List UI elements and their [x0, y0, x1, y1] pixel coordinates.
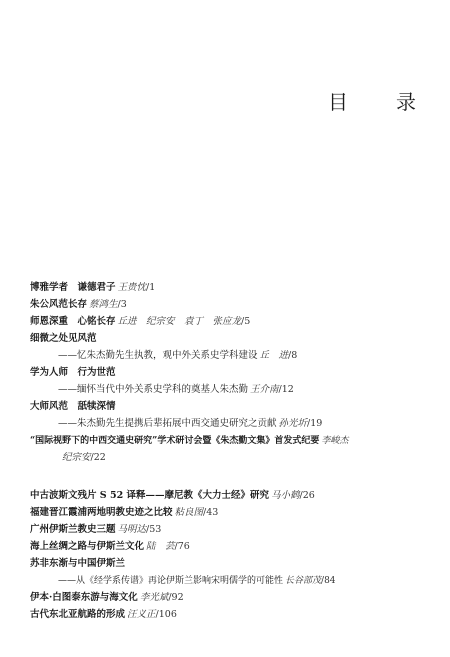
toc-entry-page: /1	[146, 282, 156, 293]
toc-entry[interactable]	[30, 299, 127, 311]
toc-entry-author: 粘良图	[174, 507, 204, 518]
toc-entry-author: 纪宗安	[62, 452, 91, 463]
toc-entry[interactable]	[30, 592, 184, 604]
toc-entry[interactable]	[30, 490, 315, 502]
toc-entry-author: 王贵忱	[117, 282, 147, 293]
toc-entry[interactable]	[30, 282, 155, 294]
toc-entry-author: 陆 芸	[146, 541, 175, 552]
toc-entry[interactable]	[30, 541, 190, 553]
toc-entry-author: 丘进 纪宗安 袁丁 张应龙	[117, 316, 242, 327]
toc-entry-page: /22	[90, 452, 106, 463]
toc-entry-title: 古代东北亚航路的形成	[30, 609, 126, 620]
toc-entry-title: 苏非东渐与中国伊斯兰	[30, 558, 126, 569]
toc-entry-title: 伊本·白图泰东游与海文化	[30, 592, 138, 603]
toc-entry-page: /3	[117, 299, 127, 310]
toc-subentry[interactable]	[58, 350, 297, 362]
toc-entry[interactable]	[30, 316, 250, 328]
toc-entry-author: 汪义正	[127, 609, 156, 620]
toc-entry-author: 孙光圻	[278, 418, 308, 429]
toc-entry-author: 李峻杰	[321, 436, 349, 446]
toc-entry-page: /8	[288, 350, 298, 361]
toc-entry-title: 朱公风范长存	[30, 299, 88, 310]
toc-entry-page: /43	[203, 507, 219, 518]
toc-entry-author: 长谷部茂	[285, 576, 322, 586]
toc-entry-continuation[interactable]	[60, 452, 106, 464]
toc-entry-page: /92	[168, 592, 184, 603]
toc-entry-subtitle: ——缅怀当代中外关系史学科的奠基人朱杰勤	[58, 384, 249, 395]
toc-entry-title: 福建晋江霞浦两地明教史迹之比较	[30, 507, 173, 518]
toc-entry-title: 广州伊斯兰教史三题	[30, 524, 116, 535]
toc-entry-title: 学为人师 行为世范	[30, 367, 116, 378]
toc-entry-subtitle: ——朱杰勤先生提携后辈拓展中西交通史研究之贡献	[58, 418, 277, 429]
page-title: 目 录	[328, 90, 430, 114]
toc-subentry[interactable]	[58, 418, 322, 430]
toc-entry-author: 李光斌	[139, 592, 169, 603]
toc-entry[interactable]	[30, 401, 118, 413]
toc-entry-author: 王介南	[250, 384, 279, 395]
toc-entry-page: /26	[299, 490, 315, 501]
toc-entry-author: 马小鹤	[271, 490, 300, 501]
toc-entry-title: “国际视野下的中西交通史研究”学术研讨会暨《朱杰勤文集》首发式纪要	[30, 436, 320, 446]
toc-entry-subtitle: ——忆朱杰勤先生执教，观中外关系史学科建设	[58, 350, 258, 361]
toc-entry[interactable]	[30, 524, 161, 536]
toc-entry-page: /53	[146, 524, 162, 535]
toc-entry-author: 马明达	[117, 524, 147, 535]
toc-subentry[interactable]	[58, 384, 294, 396]
toc-entry-page: /12	[278, 384, 294, 395]
toc-entry-title: 海上丝绸之路与伊斯兰文化	[30, 541, 145, 552]
toc-entry[interactable]	[30, 507, 218, 519]
toc-entry-page: /19	[307, 418, 323, 429]
toc-entry-title: 大师风范 舐犊深情	[30, 401, 116, 412]
toc-entry-page: /84	[321, 576, 336, 586]
toc-entry-subtitle: ——从《经学系传谱》再论伊斯兰影响宋明儒学的可能性	[58, 576, 284, 586]
toc-entry-author: 蔡鸿生	[89, 299, 118, 310]
toc-entry-page: /106	[155, 609, 177, 620]
toc-entry-author: 丘 进	[259, 350, 289, 361]
toc-entry-page: /76	[174, 541, 190, 552]
toc-entry[interactable]	[30, 609, 177, 621]
toc-subentry[interactable]	[58, 575, 336, 587]
toc-entry[interactable]	[30, 435, 348, 447]
toc-entry-title: 中古波斯文残片 S 52 译释——摩尼教《大力士经》研究	[30, 490, 270, 501]
toc-entry-page: /5	[241, 316, 251, 327]
toc-entry[interactable]	[30, 367, 118, 379]
toc-entry-title: 师恩深重 心铭长存	[30, 316, 116, 327]
toc-entry[interactable]	[30, 333, 99, 345]
toc-entry-title: 细微之处见风范	[30, 333, 97, 344]
toc-entry-title: 博雅学者 谦德君子	[30, 282, 116, 293]
toc-entry[interactable]	[30, 558, 127, 570]
